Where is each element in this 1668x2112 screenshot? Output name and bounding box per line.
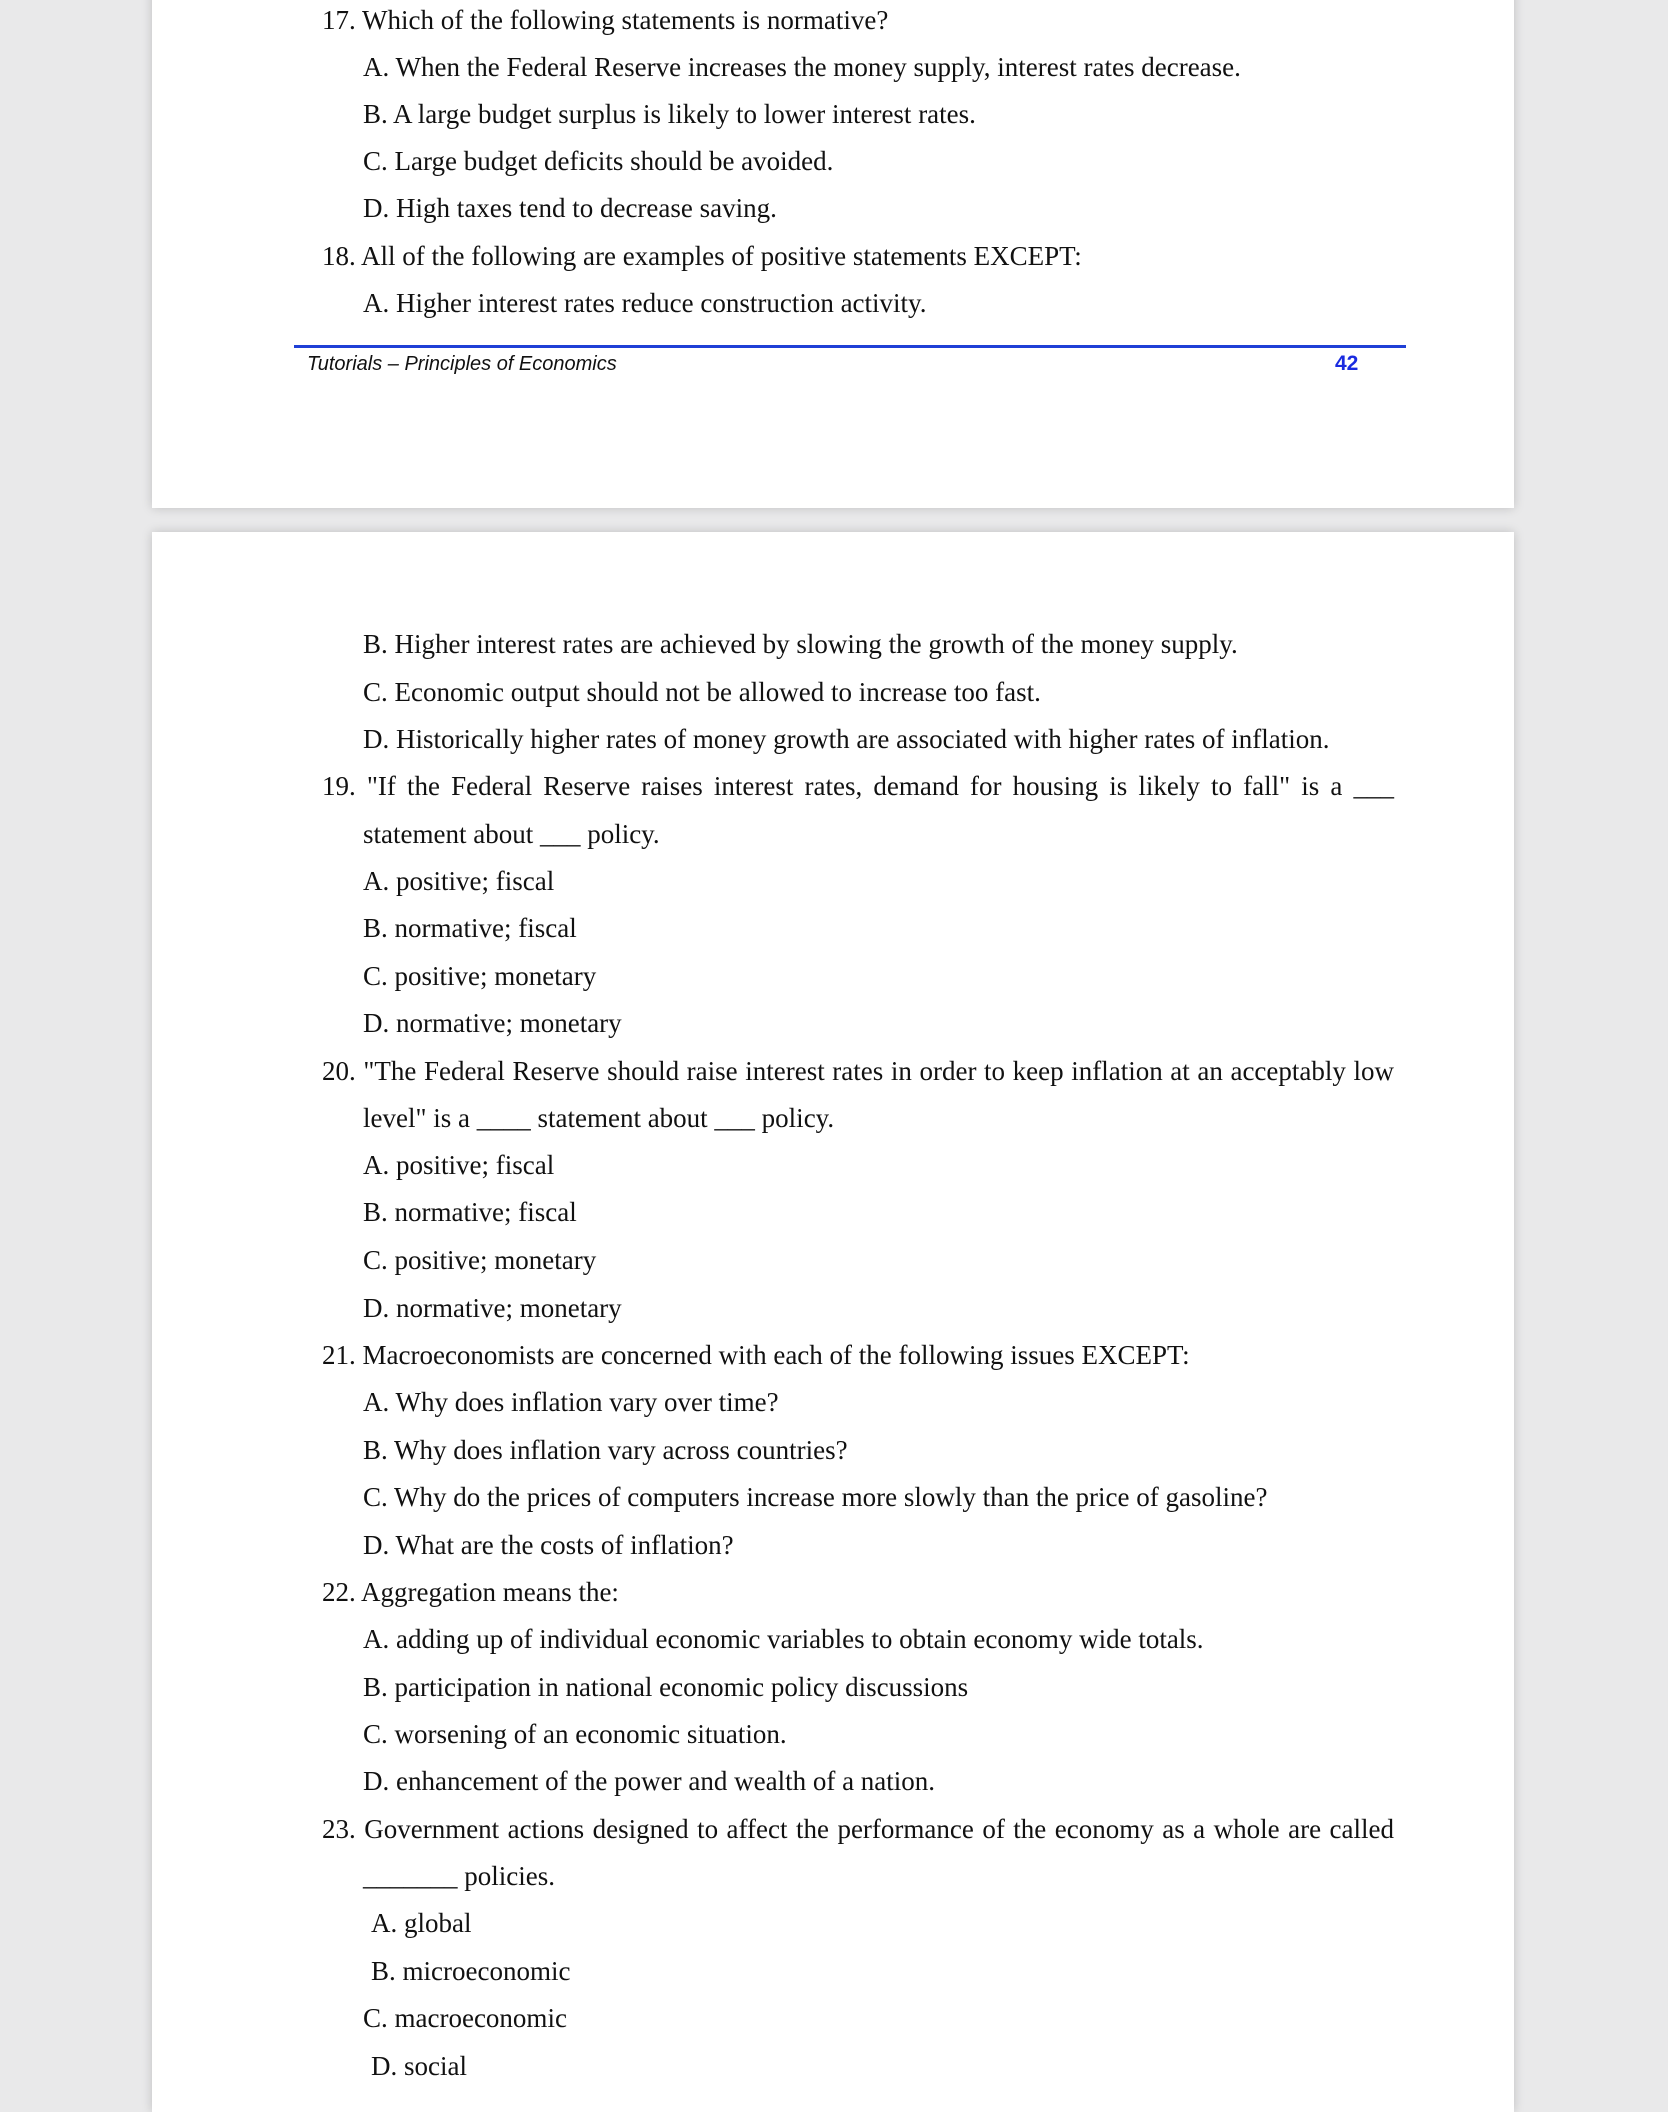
question-22-option-d: D. enhancement of the power and wealth of a nation. [363,1766,936,1796]
footer-title: Tutorials – Principles of Economics [307,353,617,375]
question-20-option-a: A. positive; fiscal [363,1150,555,1180]
footer-page-number: 42 [1335,352,1359,375]
question-17-stem: 17. Which of the following statements is normative? [322,5,889,35]
question-19-stem-line-1: 19. "If the Federal Reserve raises interest rates, demand for housing is likely to fall" is a ___ [322,771,1394,801]
question-23-option-d: D. social [371,2051,467,2081]
question-22-stem: 22. Aggregation means the: [322,1577,619,1607]
question-21-option-c: C. Why do the prices of computers increase more slowly than the price of gasoline? [363,1482,1268,1512]
question-21-option-a: A. Why does inflation vary over time? [363,1387,779,1417]
question-21-option-b: B. Why does inflation vary across countries? [363,1435,848,1465]
question-19-stem-line-2: statement about ___ policy. [363,819,660,849]
question-23-stem-line-1: 23. Government actions designed to affect the performance of the economy as a whole are called [322,1814,1394,1844]
question-18-option-c: C. Economic output should not be allowed to increase too fast. [363,677,1041,707]
question-19-option-b: B. normative; fiscal [363,913,577,943]
question-17-option-a: A. When the Federal Reserve increases the money supply, interest rates decrease. [363,52,1241,82]
question-22-option-b: B. participation in national economic policy discussions [363,1672,969,1702]
question-20-option-c: C. positive; monetary [363,1245,597,1275]
document-page-43 [152,532,1514,2112]
question-18-stem: 18. All of the following are examples of positive statements EXCEPT: [322,241,1082,271]
question-17-option-d: D. High taxes tend to decrease saving. [363,193,777,223]
question-17-option-c: C. Large budget deficits should be avoided. [363,146,834,176]
question-22-option-c: C. worsening of an economic situation. [363,1719,787,1749]
question-23-option-b: B. microeconomic [371,1956,571,1986]
question-18-option-d: D. Historically higher rates of money growth are associated with higher rates of inflation. [363,724,1330,754]
footer-divider [294,345,1406,348]
question-18-option-b: B. Higher interest rates are achieved by slowing the growth of the money supply. [363,629,1238,659]
question-23-option-c: C. macroeconomic [363,2003,567,2033]
question-23-option-a: A. global [371,1908,472,1938]
question-20-stem-line-2: level" is a ____ statement about ___ policy. [363,1103,835,1133]
question-23-stem-line-2: _______ policies. [363,1861,555,1891]
question-20-option-d: D. normative; monetary [363,1293,622,1323]
question-20-stem-line-1: 20. "The Federal Reserve should raise interest rates in order to keep inflation at an acceptably low [322,1056,1394,1086]
question-19-option-d: D. normative; monetary [363,1008,622,1038]
question-18-option-a: A. Higher interest rates reduce construction activity. [363,288,927,318]
question-19-option-a: A. positive; fiscal [363,866,555,896]
question-19-option-c: C. positive; monetary [363,961,597,991]
question-21-stem: 21. Macroeconomists are concerned with each of the following issues EXCEPT: [322,1340,1190,1370]
document-page-42 [152,0,1514,508]
question-21-option-d: D. What are the costs of inflation? [363,1530,734,1560]
question-17-option-b: B. A large budget surplus is likely to lower interest rates. [363,99,976,129]
question-22-option-a: A. adding up of individual economic variables to obtain economy wide totals. [363,1624,1204,1654]
question-20-option-b: B. normative; fiscal [363,1197,577,1227]
